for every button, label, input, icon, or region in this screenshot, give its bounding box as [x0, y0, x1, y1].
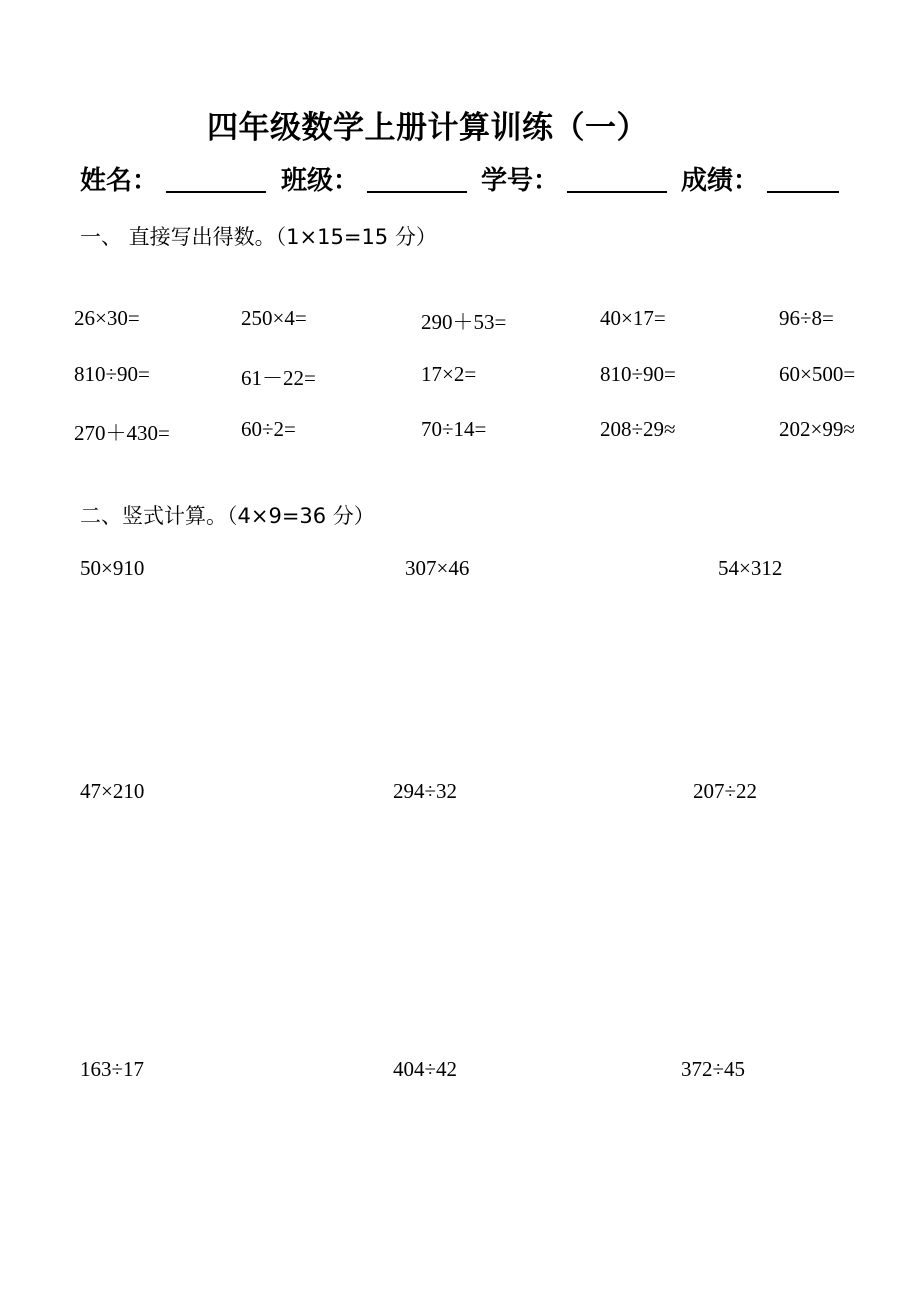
student-number-label: 学号：: [481, 166, 560, 196]
oral-question: 60÷2=: [241, 417, 296, 441]
oral-question: 290＋53=: [421, 310, 507, 334]
vertical-calc-question: 294÷32: [393, 779, 458, 803]
section2-heading: 二、竖式计算。（4×9=36 分）: [80, 504, 375, 528]
oral-question: 270＋430=: [74, 421, 170, 445]
vertical-calc-question: 47×210: [80, 779, 145, 803]
oral-question: 26×30=: [74, 306, 140, 330]
oral-question: 810÷90=: [74, 362, 150, 386]
oral-question: 202×99≈: [779, 417, 855, 441]
name-label: 姓名：: [80, 166, 159, 196]
section1-heading: 一、 直接写出得数。（1×15=15 分）: [80, 225, 437, 249]
oral-question: 17×2=: [421, 362, 477, 386]
vertical-calc-question: 54×312: [718, 556, 783, 580]
oral-question: 60×500=: [779, 362, 856, 386]
score-blank[interactable]: [767, 191, 839, 193]
student-number-blank[interactable]: [567, 191, 667, 193]
page-title: 四年级数学上册计算训练（一）: [207, 110, 648, 146]
vertical-calc-question: 163÷17: [80, 1057, 145, 1081]
class-label: 班级：: [281, 166, 360, 196]
oral-question: 70÷14=: [421, 417, 487, 441]
vertical-calc-question: 307×46: [405, 556, 470, 580]
oral-question: 61－22=: [241, 366, 316, 390]
oral-question: 810÷90=: [600, 362, 676, 386]
score-label: 成绩：: [681, 166, 760, 196]
oral-question: 250×4=: [241, 306, 307, 330]
vertical-calc-question: 372÷45: [681, 1057, 746, 1081]
vertical-calc-question: 404÷42: [393, 1057, 458, 1081]
vertical-calc-question: 50×910: [80, 556, 145, 580]
oral-question: 208÷29≈: [600, 417, 676, 441]
class-blank[interactable]: [367, 191, 467, 193]
vertical-calc-question: 207÷22: [693, 779, 758, 803]
oral-question: 96÷8=: [779, 306, 834, 330]
oral-question: 40×17=: [600, 306, 666, 330]
name-blank[interactable]: [166, 191, 266, 193]
